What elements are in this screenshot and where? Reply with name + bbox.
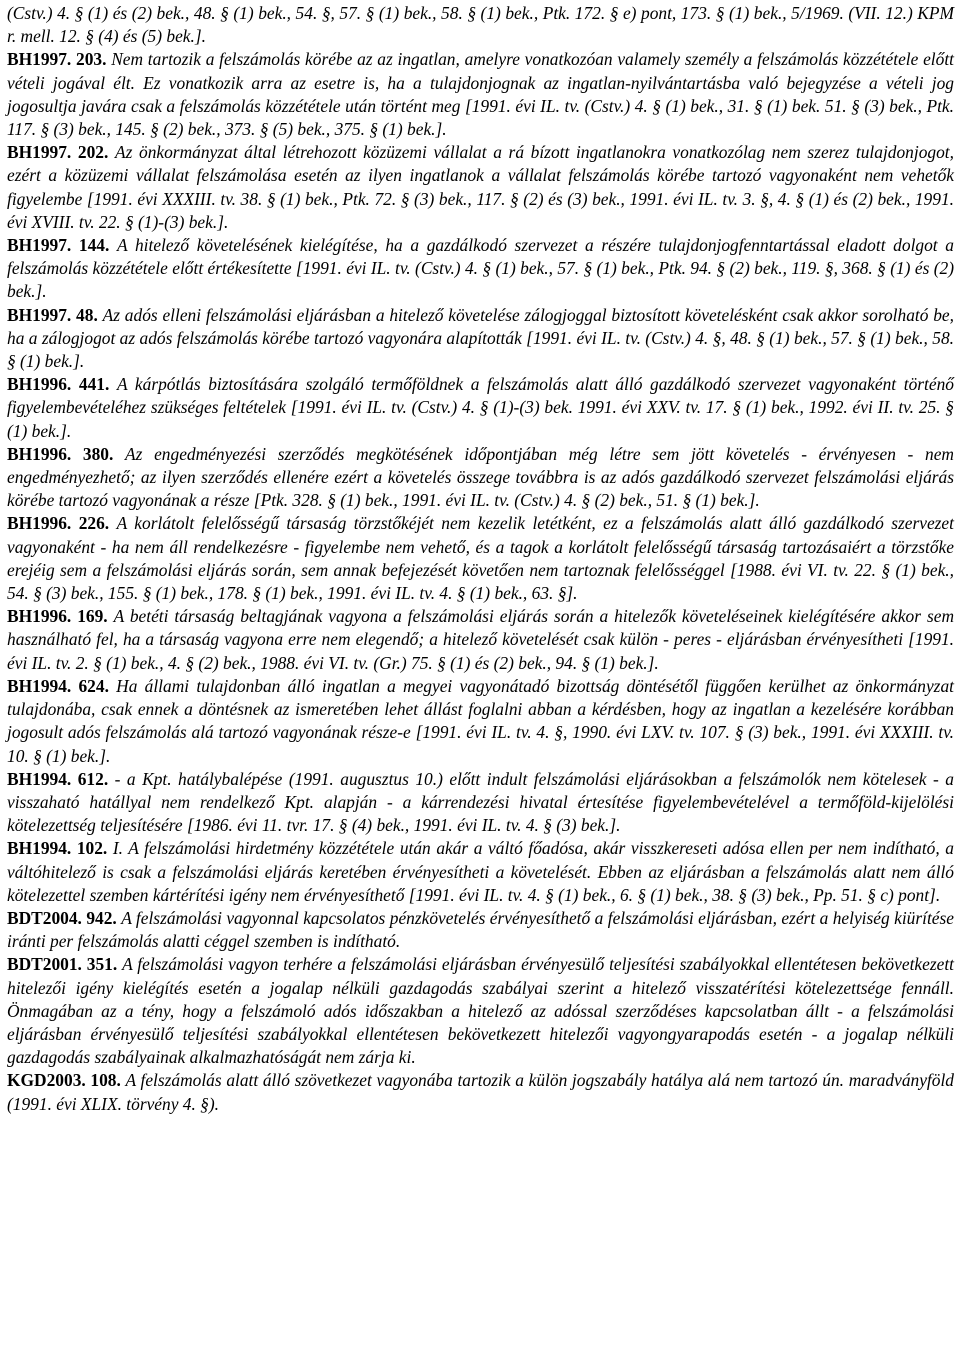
case-entry [7, 234, 954, 304]
case-reference: BDT2004. 942. [7, 907, 117, 928]
case-entry [7, 1069, 954, 1115]
case-summary: A felszámolási vagyon terhére a felszámolási eljárásban érvényesülő teljesítési szabályokkal ellentétesen bekövetkezett hitelezői igény kielégítés esetén a jogalap nélküli gazdagodás szabályai szerint a hitelező visszatérítési kötelezettsége fennáll. Önmagában az a tény, hogy a felszámoló adós időszakban a hitelező az adóssal szerződéses kapcsolatban állt - a felszámolási eljárásban érvényesülő teljesítési szabályokkal ellentétesen bekövetkezett hitelezői vagyongyarapodás esetén - a jogalap nélküli gazdagodás szabályainak alkalmazhatóságát nem zárja ki. [7, 954, 954, 1068]
case-entry [7, 48, 954, 141]
case-summary: Ha állami tulajdonban álló ingatlan a megyei vagyonátadó bizottság döntésétől függően kerülhet az önkormányzat tulajdonába, csak ennek a döntésnek az ismeretében lehet állást foglalni abban a kérdésben, hogy az ingatlan a kezelésére korábban jogosult adós felszámolás alá tartozó vagyonának része-e [1991. évi IL. tv. 4. §, 1990. évi LXV. tv. 107. § (3) bek., 1991. évi XXXIII. tv. 10. § (1) bek.]. [7, 675, 954, 766]
case-entry [7, 768, 954, 838]
case-summary: Az engedményezési szerződés megkötésének időpontjában még létre sem jött követelés - érvényesen - nem engedményezhető; az ilyen szerződés ellenére ezért a követelés összege továbbra is az adós gazdálkodó szervezet felszámolási eljárás körébe tartozó vagyonának a része [Ptk. 328. § (1) bek., 1991. évi IL. tv. (Cstv.) 4. § (2) bek., 51. § (1) bek.]. [7, 443, 954, 511]
case-reference: BH1997. 144. [7, 235, 110, 256]
case-reference: BH1996. 380. [7, 443, 114, 464]
case-summary: A betéti társaság beltagjának vagyona a felszámolási eljárás során a hitelezők követeléseinek kielégítésére akkor sem használható fel, ha a társaság vagyona erre nem elegendő; a hitelező követelését csak külön - peres - eljárásban érvényesítheti [1991. évi IL. tv. 2. § (1) bek., 4. § (2) bek., 1988. évi VI. tv. (Gr.) 75. § (1) és (2) bek., 94. § (1) bek.]. [7, 606, 954, 673]
case-summary: A felszámolási vagyonnal kapcsolatos pénzkövetelés érvényesíthető a felszámolási eljárásban, ezért a helyiség kiürítése iránti per felszámolás alatti céggel szemben is indítható. [7, 907, 954, 952]
case-summary: A kárpótlás biztosítására szolgáló termőföldnek a felszámolás alatt álló gazdálkodó szervezet vagyonaként történő figyelembevételéhez szükséges feltételek [1991. évi IL. tv. (Cstv.) 4. § (1)-(3) bek. 1991. évi XXV. tv. 17. § (1) bek., 1992. évi II. tv. 25. § (1) bek.]. [7, 374, 954, 441]
case-entry [7, 443, 954, 513]
case-entry [7, 953, 954, 1069]
case-entry [7, 605, 954, 675]
case-reference: BH1997. 203. [7, 49, 107, 70]
case-summary: Az önkormányzat által létrehozott közüzemi vállalat a rá bízott ingatlanokra vonatkozólag nem szerez tulajdonjogot, ezért a közüzemi vállalat felszámolása esetén az ilyen ingatlanok a vállalat felszámolás körébe tartozó vagyonaként nem vehetők figyelembe [1991. évi XXXIII. tv. 38. § (1) bek., Ptk. 72. § (3) bek., 117. § (2) és (3) bek., 1991. évi IL. tv. 3. §, 4. § (1) és (2) bek., 1991. évi XVIII. tv. 22. § (1)-(3) bek.]. [7, 142, 954, 232]
case-reference: KGD2003. 108. [7, 1070, 121, 1091]
case-law-list [7, 2, 954, 1116]
case-entry [7, 675, 954, 768]
case-reference: BH1994. 102. [7, 838, 108, 859]
case-summary: A korlátolt felelősségű társaság törzstőkéjét nem kezelik letétként, ez a felszámolás alatt álló gazdálkodó szervezet vagyonaként - ha nem áll rendelkezésre - figyelembe nem vehető, és a tagok a korlátolt felelősségű társaság tartozásaiért a törzstőke erejéig sem a felszámolási eljárás során, sem annak befejezését követően nem tartoznak felelősséggel [1988. évi VI. tv. 22. § (1) bek., 54. § (3) bek., 155. § (1) bek., 178. § (1) bek., 1991. évi IL. tv. 4. § (1) bek., 63. §]. [7, 513, 954, 604]
case-entry [7, 907, 954, 953]
case-reference: BH1996. 169. [7, 606, 108, 627]
case-reference: BH1996. 226. [7, 513, 110, 534]
case-summary: A hitelező követelésének kielégítése, ha a gazdálkodó szervezet a részére tulajdonjogfenntartással eladott dolgot a felszámolás közzététele előtt értékesítette [1991. évi IL. tv. (Cstv.) 4. § (1) bek., 57. § (1) bek., Ptk. 94. § (2) bek., 119. §, 368. § (1) és (2) bek.]. [7, 235, 954, 302]
case-entry [7, 373, 954, 443]
case-reference: BH1997. 48. [7, 304, 98, 325]
case-entry [7, 837, 954, 907]
case-reference: BH1994. 612. [7, 768, 109, 789]
case-summary: I. A felszámolási hirdetmény közzététele után akár a váltó főadósa, akár visszkereseti adósa ellen per nem indítható, a váltóhitelező is csak a felszámolási eljárás keretében érvényesítheti a követelését. Ebben az eljárásban a felszámolás alatt nem álló kötelezettel szemben kártérítési igény nem érvényesíthető [1991. évi IL. tv. 4. § (1) bek., 6. § (1) bek., 38. § (3) bek., Pp. 51. § c) pont]. [7, 838, 954, 905]
case-reference: BH1996. 441. [7, 374, 110, 395]
case-summary: - a Kpt. hatálybalépése (1991. augusztus 10.) előtt indult felszámolási eljárásokban a felszámolók nem kötelesek - a visszaható hatállyal nem rendelkező Kpt. alapján - a kárrendezési hivatal értesítése figyelembevételével a termőföld-kijelölési kötelezettség teljesítésére [1986. évi 11. tvr. 17. § (4) bek., 1991. évi IL. tv. 4. § (3) bek.]. [7, 768, 954, 836]
case-reference: BH1997. 202. [7, 142, 109, 163]
case-entry [7, 141, 954, 234]
case-summary: (Cstv.) 4. § (1) és (2) bek., 48. § (1) bek., 54. §, 57. § (1) bek., 58. § (1) bek., Ptk. 172. § e) pont, 173. § (1) bek., 5/1969. (VII. 12.) KPM r. mell. 12. § (4) és (5) bek.]. [7, 3, 954, 47]
case-entry [7, 512, 954, 605]
case-summary: A felszámolás alatt álló szövetkezet vagyonába tartozik a külön jogszabály hatálya alá nem tartozó ún. maradványföld (1991. évi XLIX. törvény 4. §). [7, 1070, 954, 1114]
case-summary: Az adós elleni felszámolási eljárásban a hitelező követelése zálogjoggal biztosított követelésként csak akkor sorolható be, ha a zálogjogot az adós felszámolás körébe tartozó vagyonára alapították [1991. évi IL. tv. (Cstv.) 4. §, 48. § (1) bek., 57. § (1) bek., 58. § (1) bek.]. [7, 304, 954, 372]
case-entry [7, 2, 954, 48]
case-summary: Nem tartozik a felszámolás körébe az az ingatlan, amelyre vonatkozóan valamely személy a felszámolás közzététele előtt vételi jogával élt. Ez vonatkozik arra az esetre is, ha a tulajdonjognak az ingatlan-nyilvántartásba való bejegyzése a vételi jog jogosultja javára csak a felszámolás közzététele után történt meg [1991. évi IL. tv. (Cstv.) 4. § (1) bek., 31. § (1) bek. 51. § (3) bek., Ptk. 117. § (3) bek., 145. § (2) bek., 373. § (5) bek., 375. § (1) bek.]. [7, 49, 954, 140]
case-reference: BH1994. 624. [7, 675, 109, 696]
case-entry [7, 304, 954, 374]
case-reference: BDT2001. 351. [7, 954, 118, 975]
